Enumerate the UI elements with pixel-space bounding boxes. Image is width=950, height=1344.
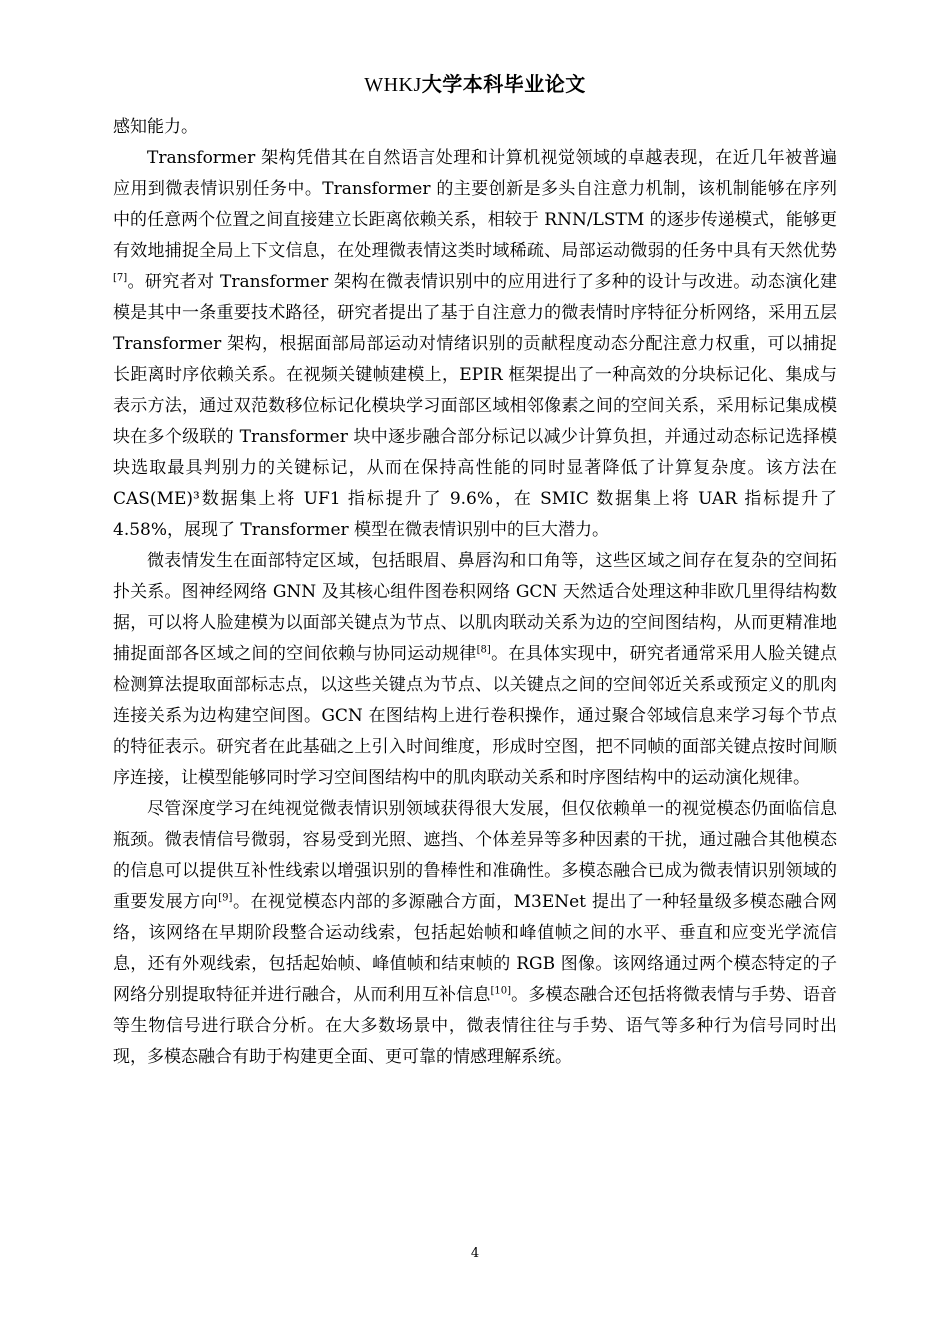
header-university-abbr: WHKJ xyxy=(364,74,422,96)
page-header xyxy=(0,68,950,97)
paragraph-continuation: 感知能力。 xyxy=(113,117,198,137)
paragraph-multimodal: 尽管深度学习在纯视觉微表情识别领域获得很大发展，但仅依赖单一的视觉模态仍面临信息瓶颈。微表情信号微弱，容易受到光照、遮挡、个体差异等多种因素的干扰，通过融合其他模态的信息可以提供互补性线索以增强识别的鲁棒性和准确性。多模态融合已成为微表情识别领域的重要发展方向[9]。在视觉模态内部的多源融合方面，M3ENet 提出了一种轻量级多模态融合网络，该网络在早期阶段整合运动线索，包括起始帧和峰值帧之间的水平、垂直和应变光学流信息，还有外观线索，包括起始帧、峰值帧和结束帧的 RGB 图像。该网络通过两个模态特定的子网络分别提取特征并进行融合，从而利用互补信息[10]。多模态融合还包括将微表情与手势、语音等生物信号进行联合分析。在大多数场景中，微表情往往与手势、语气等多种行为信号同时出现，多模态融合有助于构建更全面、更可靠的情感理解系统。 xyxy=(113,799,838,1067)
header-thesis-title: 大学本科毕业论文 xyxy=(421,72,586,96)
body-text xyxy=(113,112,837,1073)
paragraph-gnn: 微表情发生在面部特定区域，包括眼眉、鼻唇沟和口角等，这些区域之间存在复杂的空间拓扑关系。图神经网络 GNN 及其核心组件图卷积网络 GCN 天然适合处理这种非欧几里得结构数据，可以将人脸建模为以面部关键点为节点、以肌肉联动关系为边的空间图结构，从而更精准地捕捉面部各区域之间的空间依赖与协同运动规律[8]。在具体实现中，研究者通常采用人脸关键点检测算法提取面部标志点，以这些关键点为节点、以关键点之间的空间邻近关系或预定义的肌肉连接关系为边构建空间图。GCN 在图结构上进行卷积操作，通过聚合邻域信息来学习每个节点的特征表示。研究者在此基础之上引入时间维度，形成时空图，把不同帧的面部关键点按时间顺序连接，让模型能够同时学习空间图结构中的肌肉联动关系和时序图结构中的运动演化规律。 xyxy=(113,551,838,788)
citation-9: [9] xyxy=(218,892,233,904)
paragraph-transformer: Transformer 架构凭借其在自然语言处理和计算机视觉领域的卓越表现，在近几年被普遍应用到微表情识别任务中。Transformer 的主要创新是多头自注意力机制，该机制能够在序列中的任意两个位置之间直接建立长距离依赖关系，相较于 RNN/LSTM 的逐步传递模式，能够更有效地捕捉全局上下文信息，在处理微表情这类时域稀疏、局部运动微弱的任务中具有天然优势[7]。研究者对 Transformer 架构在微表情识别中的应用进行了多种的设计与改进。动态演化建模是其中一条重要技术路径，研究者提出了基于自注意力的微表情时序特征分析网络，采用五层 Transformer 架构，根据面部局部运动对情绪识别的贡献程度动态分配注意力权重，可以捕捉长距离时序依赖关系。在视频关键帧建模上，EPIR 框架提出了一种高效的分块标记化、集成与表示方法，通过双范数移位标记化模块学习面部区域相邻像素之间的空间关系，采用标记集成模块在多个级联的 Transformer 块中逐步融合部分标记以减少计算负担，并通过动态标记选择模块选取最具判别力的关键标记，从而在保持高性能的同时显著降低了计算复杂度。该方法在 CAS(ME)³数据集上将 UF1 指标提升了 9.6%，在 SMIC 数据集上将 UAR 指标提升了 4.58%，展现了 Transformer 模型在微表情识别中的巨大潜力。 xyxy=(113,148,837,540)
citation-8: [8] xyxy=(476,644,491,656)
page-number: 4 xyxy=(470,1246,480,1261)
citation-10: [10] xyxy=(490,985,512,997)
citation-7: [7] xyxy=(113,272,128,284)
